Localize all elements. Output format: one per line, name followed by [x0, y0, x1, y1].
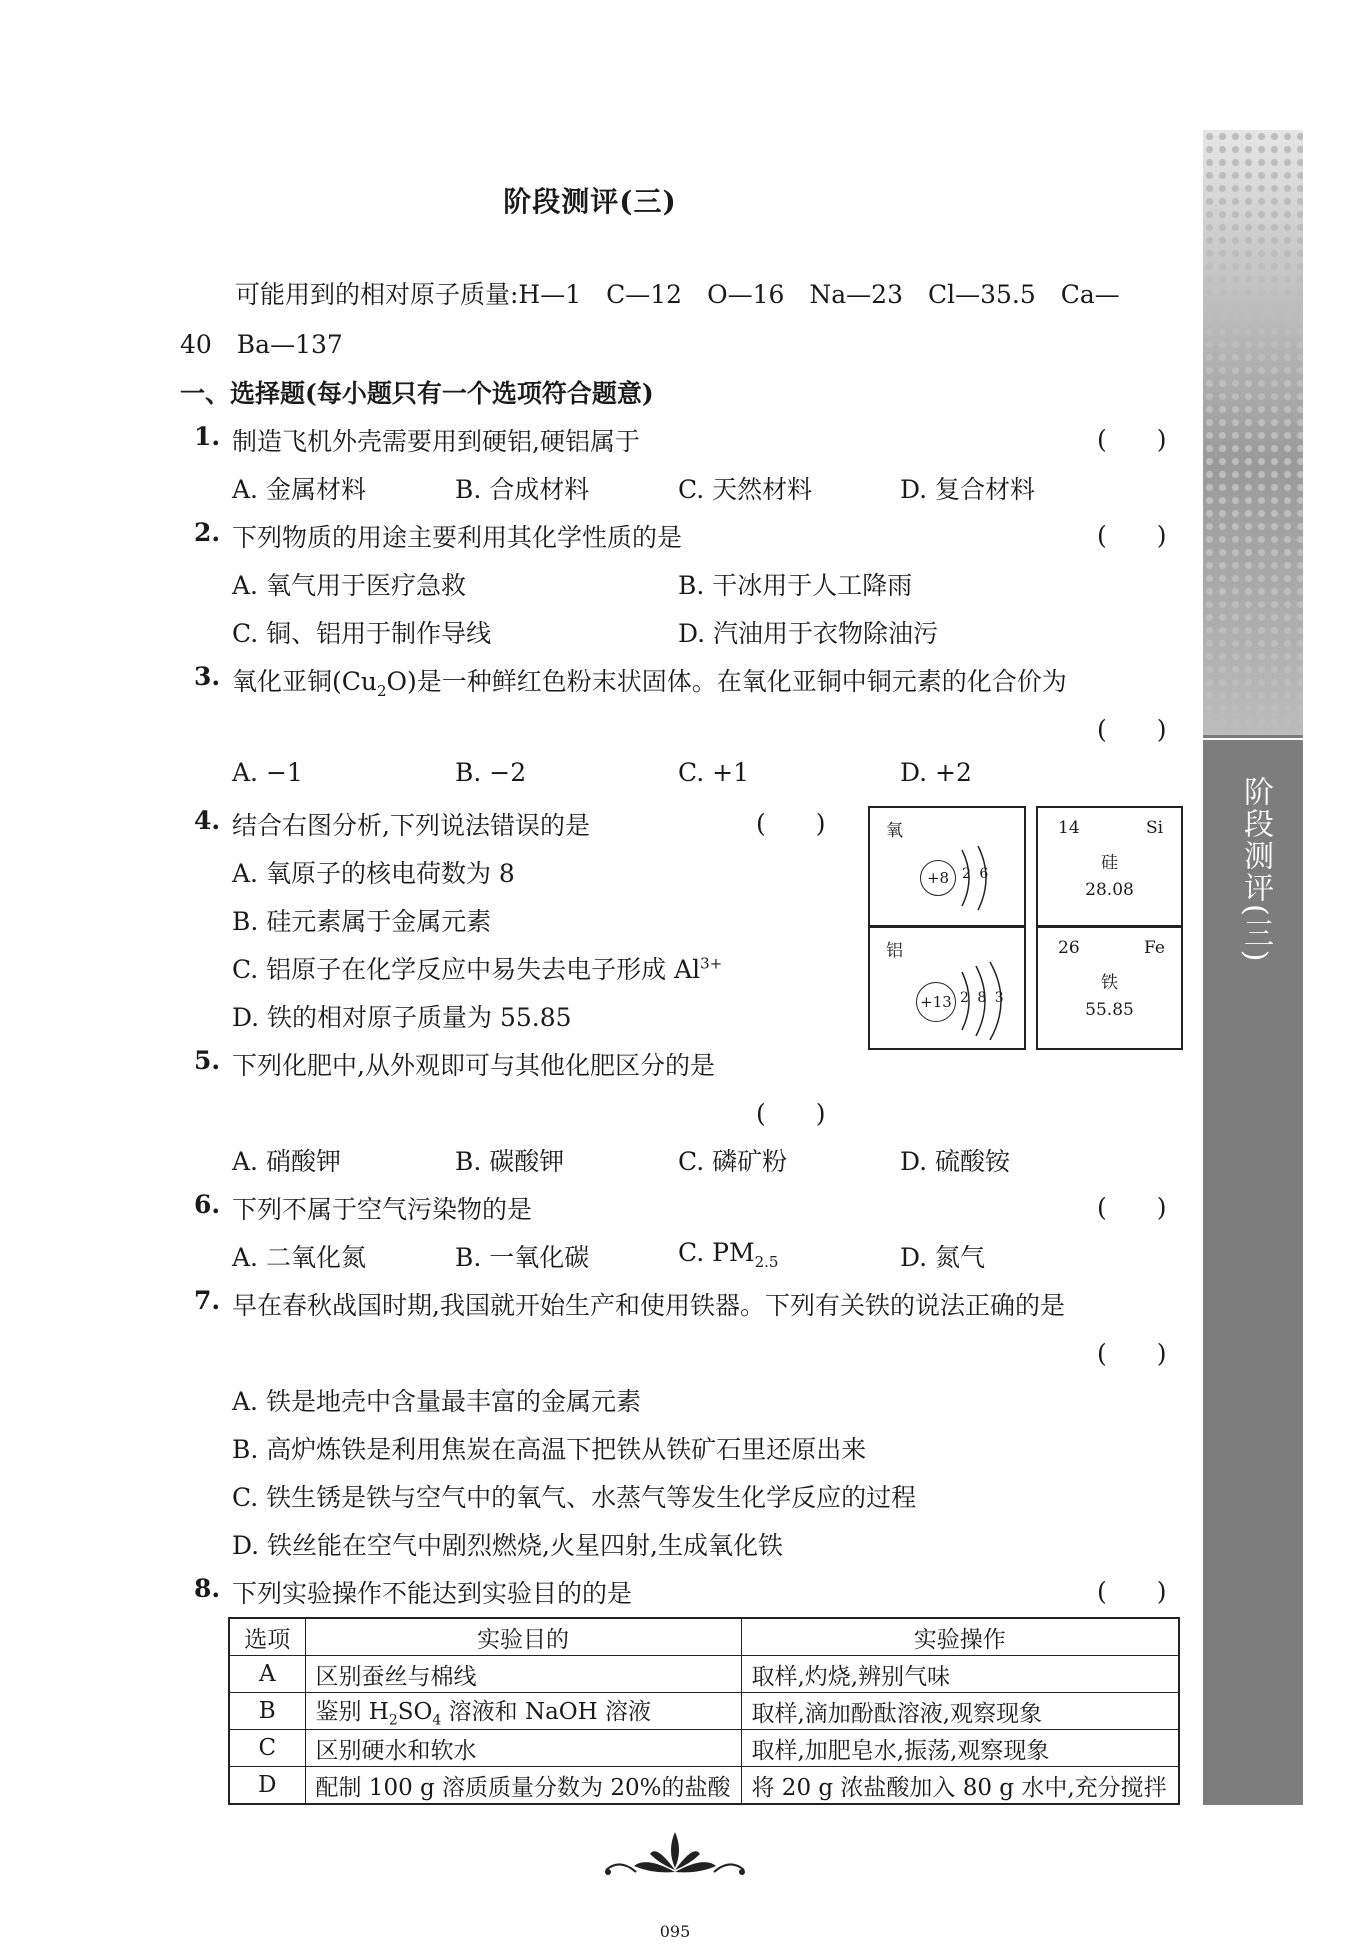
- option-a: A. 二氧化氮: [232, 1243, 366, 1272]
- option-c: C. 天然材料: [678, 475, 813, 504]
- option-d: D. 铁丝能在空气中剧烈燃烧,火星四射,生成氧化铁: [232, 1531, 783, 1560]
- atomic-mass: 55.85: [1085, 1000, 1134, 1020]
- question-number: 2.: [194, 518, 221, 547]
- option-cell: D: [229, 1767, 305, 1805]
- option-cell: C: [229, 1730, 305, 1767]
- answer-blank: ( ): [1097, 521, 1167, 550]
- question-6-stem: 下列不属于空气污染物的是: [232, 1195, 533, 1224]
- question-number: 6.: [194, 1190, 221, 1219]
- question-8-stem: 下列实验操作不能达到实验目的的是: [232, 1579, 633, 1608]
- page-number: 095: [659, 1922, 691, 1941]
- option-c: C. $PM_{2.5}$: [678, 1238, 779, 1271]
- column-header: 实验操作: [741, 1618, 1179, 1656]
- option-d: D. 硫酸铵: [900, 1147, 1011, 1176]
- question-number: 7.: [194, 1286, 221, 1315]
- question-5-stem: 下列化肥中,从外观即可与其他化肥区分的是: [232, 1051, 715, 1080]
- question-number: 4.: [194, 806, 221, 835]
- atomic-masses-line1: 可能用到的相对原子质量:H—1 C—12 O—16 Na—23 Cl—35.5 Ca—: [235, 280, 1120, 309]
- atomic-masses-line2: 40 Ba—137: [180, 330, 343, 359]
- option-c: C. 铜、铝用于制作导线: [232, 619, 492, 648]
- column-header: 选项: [229, 1618, 305, 1656]
- nucleus: +13: [916, 982, 956, 1022]
- option-cell: A: [229, 1656, 305, 1693]
- option-a: A. 氧气用于医疗急救: [232, 571, 466, 600]
- option-c: C. 铁生锈是铁与空气中的氧气、水蒸气等发生化学反应的过程: [232, 1483, 917, 1512]
- table-row: [229, 1730, 1179, 1767]
- element-name: 铁: [1101, 973, 1118, 993]
- option-b: B. 碳酸钾: [455, 1147, 565, 1176]
- question-number: 8.: [194, 1574, 221, 1603]
- answer-blank: ( ): [756, 1099, 826, 1128]
- oxygen-atom-box: [868, 806, 1026, 927]
- option-a: A. 铁是地壳中含量最丰富的金属元素: [232, 1387, 641, 1416]
- question-4-stem: 结合右图分析,下列说法错误的是: [232, 811, 590, 840]
- option-a: A. 硝酸钾: [232, 1147, 341, 1176]
- table-row: [229, 1767, 1179, 1805]
- option-c: C. 磷矿粉: [678, 1147, 788, 1176]
- goal-cell: 区别硬水和软水: [305, 1730, 741, 1767]
- question-7-stem: 早在春秋战国时期,我国就开始生产和使用铁器。下列有关铁的说法正确的是: [232, 1291, 1065, 1320]
- experiment-table: [228, 1617, 1180, 1805]
- table-row: [229, 1693, 1179, 1730]
- silicon-element-box: [1036, 806, 1183, 927]
- side-tab-divider: [1203, 738, 1303, 740]
- atomic-number: 14: [1058, 818, 1080, 838]
- option-d: D. 复合材料: [900, 475, 1036, 504]
- atomic-mass: 28.08: [1085, 880, 1134, 900]
- question-number: 1.: [194, 422, 221, 451]
- answer-blank: ( ): [1097, 715, 1167, 744]
- iron-element-box: [1036, 926, 1183, 1050]
- option-d: D. +2: [900, 758, 972, 787]
- answer-blank: ( ): [1097, 1577, 1167, 1606]
- operation-cell: 将 20 g 浓盐酸加入 80 g 水中,充分搅拌: [741, 1767, 1179, 1805]
- question-3-stem: 氧化亚铜$(Cu_2O)$是一种鲜红色粉末状固体。在氧化亚铜中铜元素的化合价为: [232, 667, 1067, 700]
- question-number: 3.: [194, 662, 221, 691]
- option-c: C. 铝原子在化学反应中易失去电子形成 $Al^{3+}$: [232, 954, 723, 984]
- element-symbol: Fe: [1144, 938, 1165, 958]
- element-name: 氧: [886, 821, 903, 841]
- operation-cell: 取样,滴加酚酞溶液,观察现象: [741, 1693, 1179, 1730]
- element-symbol: Si: [1146, 818, 1164, 838]
- page-title: 阶段测评(三): [503, 185, 677, 218]
- question-2-stem: 下列物质的用途主要利用其化学性质的是: [232, 523, 683, 552]
- option-b: B. 一氧化碳: [455, 1243, 590, 1272]
- option-c: C. +1: [678, 758, 749, 787]
- atomic-number: 26: [1058, 938, 1080, 958]
- option-d: D. 氮气: [900, 1243, 986, 1272]
- option-a: A. −1: [232, 758, 303, 787]
- option-cell: B: [229, 1693, 305, 1730]
- option-d: D. 汽油用于衣物除油污: [678, 619, 939, 648]
- option-a: A. 氧原子的核电荷数为 8: [232, 859, 515, 888]
- element-name: 铝: [886, 941, 903, 961]
- operation-cell: 取样,加肥皂水,振荡,观察现象: [741, 1730, 1179, 1767]
- table-row: [229, 1656, 1179, 1693]
- nucleus: +8: [920, 860, 956, 896]
- aluminum-atom-box: [868, 926, 1026, 1050]
- option-b: B. 高炉炼铁是利用焦炭在高温下把铁从铁矿石里还原出来: [232, 1435, 867, 1464]
- shell-electrons: 2 6: [962, 866, 991, 882]
- option-b: B. 干冰用于人工降雨: [678, 571, 913, 600]
- answer-blank: ( ): [1097, 1193, 1167, 1222]
- goal-cell: 配制 100 g 溶质质量分数为 20%的盐酸: [305, 1767, 741, 1805]
- goal-cell: 区别蚕丝与棉线: [305, 1656, 741, 1693]
- answer-blank: ( ): [1097, 425, 1167, 454]
- question-number: 5.: [194, 1046, 221, 1075]
- option-d: D. 铁的相对原子质量为 55.85: [232, 1003, 572, 1032]
- option-b: B. 硅元素属于金属元素: [232, 907, 492, 936]
- floral-ornament-icon: [600, 1826, 750, 1882]
- element-name: 硅: [1101, 853, 1118, 873]
- answer-blank: ( ): [1097, 1339, 1167, 1368]
- answer-blank: ( ): [756, 809, 826, 838]
- shell-electrons: 2 8 3: [960, 990, 1006, 1006]
- side-tab-label: 阶段测评(三): [1238, 776, 1273, 964]
- table-header-row: [229, 1618, 1179, 1656]
- operation-cell: 取样,灼烧,辨别气味: [741, 1656, 1179, 1693]
- column-header: 实验目的: [305, 1618, 741, 1656]
- section-heading: 一、选择题(每小题只有一个选项符合题意): [180, 379, 654, 408]
- goal-cell: 鉴别 $H_2SO_4$ 溶液和 NaOH 溶液: [305, 1693, 741, 1730]
- option-a: A. 金属材料: [232, 475, 366, 504]
- side-tab-pattern: [1203, 130, 1303, 735]
- option-b: B. 合成材料: [455, 475, 590, 504]
- option-b: B. −2: [455, 758, 527, 787]
- question-1-stem: 制造飞机外壳需要用到硬铝,硬铝属于: [232, 427, 640, 456]
